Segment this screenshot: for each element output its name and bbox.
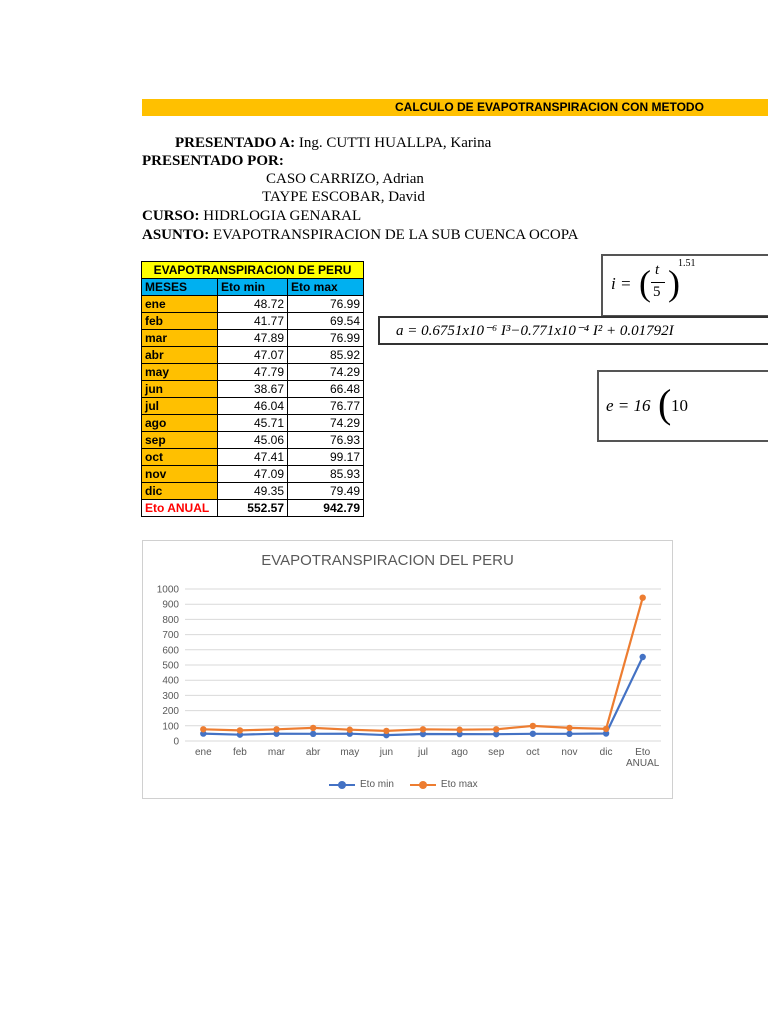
month-cell: ago — [142, 415, 218, 432]
table-row — [142, 432, 364, 449]
presentado-por-line — [142, 153, 284, 170]
y-tick-label: 400 — [162, 675, 179, 687]
table-row — [142, 347, 364, 364]
header-eto-max: Eto max — [288, 279, 364, 296]
header-eto-min: Eto min — [218, 279, 288, 296]
data-point — [493, 726, 499, 732]
data-point — [310, 731, 316, 737]
y-tick-label: 800 — [162, 614, 179, 626]
eto-max-cell: 76.99 — [288, 330, 364, 347]
data-point — [566, 731, 572, 737]
eto-min-cell: 46.04 — [218, 398, 288, 415]
title-banner — [142, 99, 768, 116]
table-row — [142, 483, 364, 500]
month-cell: jul — [142, 398, 218, 415]
x-tick-label: abr — [305, 747, 321, 758]
presentado-a-label: PRESENTADO A: — [175, 135, 296, 151]
total-label: Eto ANUAL — [142, 500, 218, 517]
legend-swatch-eto-max — [410, 780, 436, 790]
month-cell: dic — [142, 483, 218, 500]
formula-e-image — [597, 370, 768, 442]
formula-i-paren-right: ) — [668, 263, 680, 303]
month-cell: ene — [142, 296, 218, 313]
x-tick-label: Eto — [635, 747, 651, 758]
table-row — [142, 381, 364, 398]
data-point — [200, 726, 206, 732]
table-title: EVAPOTRANSPIRACION DE PERU — [142, 262, 364, 279]
legend-item-eto-min — [329, 779, 394, 790]
asunto-line — [142, 227, 579, 244]
asunto-label: ASUNTO: — [142, 227, 210, 243]
data-point — [383, 728, 389, 734]
eto-min-cell: 47.41 — [218, 449, 288, 466]
eto-min-cell: 47.89 — [218, 330, 288, 347]
chart-legend — [329, 779, 478, 790]
curso-label: CURSO: — [142, 208, 200, 224]
formula-e-paren: ( — [658, 381, 672, 426]
formula-i-num: t — [655, 262, 660, 278]
data-point — [530, 723, 536, 729]
y-tick-label: 500 — [162, 660, 179, 672]
curso-line — [142, 208, 361, 225]
curso-value: HIDRLOGIA GENARAL — [203, 208, 362, 224]
formula-i-exp: 1.51 — [678, 258, 696, 269]
presentado-a-value: Ing. CUTTI HUALLPA, Karina — [298, 135, 492, 151]
y-tick-label: 200 — [162, 706, 179, 718]
table-row — [142, 330, 364, 347]
eto-min-cell: 45.71 — [218, 415, 288, 432]
x-tick-label: nov — [561, 747, 578, 758]
eto-max-cell: 66.48 — [288, 381, 364, 398]
eto-max-cell: 76.93 — [288, 432, 364, 449]
month-cell: feb — [142, 313, 218, 330]
data-point — [347, 727, 353, 733]
author-1: CASO CARRIZO, Adrian — [266, 171, 424, 187]
total-eto-min: 552.57 — [218, 500, 288, 517]
data-point — [456, 727, 462, 733]
formula-e-lhs: e = 16 — [606, 396, 651, 415]
table-row — [142, 296, 364, 313]
x-tick-label: oct — [526, 747, 540, 758]
month-cell: may — [142, 364, 218, 381]
eto-max-cell: 85.93 — [288, 466, 364, 483]
x-tick-label: ANUAL — [626, 758, 660, 769]
eto-max-cell: 76.77 — [288, 398, 364, 415]
month-cell: sep — [142, 432, 218, 449]
month-cell: abr — [142, 347, 218, 364]
formula-i-bar — [651, 282, 665, 283]
data-point — [273, 726, 279, 732]
x-tick-label: ene — [194, 747, 212, 758]
header-meses: MESES — [142, 279, 218, 296]
data-point — [566, 725, 572, 731]
formula-e-body: 10 — [671, 396, 688, 415]
eto-max-cell: 69.54 — [288, 313, 364, 330]
data-point — [237, 727, 243, 733]
month-cell: mar — [142, 330, 218, 347]
eto-max-cell: 79.49 — [288, 483, 364, 500]
month-cell: oct — [142, 449, 218, 466]
formula-i-paren-left: ( — [639, 263, 651, 303]
data-point — [530, 731, 536, 737]
data-point — [603, 726, 609, 732]
chart-plot-svg — [143, 541, 672, 798]
y-tick-label: 300 — [162, 690, 179, 702]
total-row — [142, 500, 364, 517]
table-row — [142, 449, 364, 466]
x-tick-label: jun — [379, 747, 394, 758]
eto-max-cell: 74.29 — [288, 364, 364, 381]
y-tick-label: 900 — [162, 599, 179, 611]
formula-i-den: 5 — [653, 284, 661, 300]
total-eto-max: 942.79 — [288, 500, 364, 517]
legend-item-eto-max — [410, 779, 478, 790]
table-row — [142, 398, 364, 415]
legend-swatch-eto-min — [329, 780, 355, 790]
eto-min-cell: 47.79 — [218, 364, 288, 381]
presentado-a-line — [175, 135, 491, 152]
data-point — [420, 726, 426, 732]
legend-label-eto-min: Eto min — [360, 779, 394, 790]
legend-label-eto-max: Eto max — [440, 779, 478, 790]
eto-max-cell: 85.92 — [288, 347, 364, 364]
x-tick-label: may — [340, 747, 360, 758]
formula-a-image — [378, 316, 768, 345]
eto-min-cell: 49.35 — [218, 483, 288, 500]
eto-line-chart — [142, 540, 673, 799]
x-tick-label: ago — [451, 747, 468, 758]
y-tick-label: 1000 — [156, 584, 179, 596]
x-tick-label: sep — [488, 747, 505, 758]
formula-i-image — [601, 254, 768, 317]
eto-min-cell: 47.09 — [218, 466, 288, 483]
table-row — [142, 313, 364, 330]
x-tick-label: dic — [599, 747, 613, 758]
x-tick-label: jul — [417, 747, 429, 758]
data-point — [310, 725, 316, 731]
eto-min-cell: 45.06 — [218, 432, 288, 449]
x-tick-label: mar — [267, 747, 286, 758]
table-row — [142, 415, 364, 432]
eto-min-cell: 41.77 — [218, 313, 288, 330]
banner-title: CALCULO DE EVAPOTRANSPIRACION CON METODO — [395, 100, 704, 114]
author-2: TAYPE ESCOBAR, David — [262, 189, 425, 205]
eto-table — [141, 261, 364, 517]
presentado-por-label: PRESENTADO POR: — [142, 153, 284, 169]
asunto-value: EVAPOTRANSPIRACION DE LA SUB CUENCA OCOPA — [213, 227, 579, 243]
x-tick-label: feb — [232, 747, 247, 758]
eto-min-cell: 48.72 — [218, 296, 288, 313]
y-tick-label: 100 — [162, 721, 179, 733]
eto-max-cell: 74.29 — [288, 415, 364, 432]
y-tick-label: 0 — [173, 736, 179, 748]
formula-a-text: a = 0.6751x10⁻⁶ I³−0.771x10⁻⁴ I² + 0.01792I — [396, 323, 674, 339]
month-cell: jun — [142, 381, 218, 398]
data-point — [639, 594, 645, 600]
eto-max-cell: 99.17 — [288, 449, 364, 466]
formula-i-lhs: i = — [611, 274, 632, 293]
table-row — [142, 364, 364, 381]
eto-min-cell: 38.67 — [218, 381, 288, 398]
month-cell: nov — [142, 466, 218, 483]
y-tick-label: 600 — [162, 645, 179, 657]
chart-title: EVAPOTRANSPIRACION DEL PERU — [261, 552, 514, 569]
table-row — [142, 466, 364, 483]
series-line — [203, 657, 642, 735]
y-tick-label: 700 — [162, 630, 179, 642]
data-point — [639, 654, 645, 660]
eto-min-cell: 47.07 — [218, 347, 288, 364]
eto-max-cell: 76.99 — [288, 296, 364, 313]
